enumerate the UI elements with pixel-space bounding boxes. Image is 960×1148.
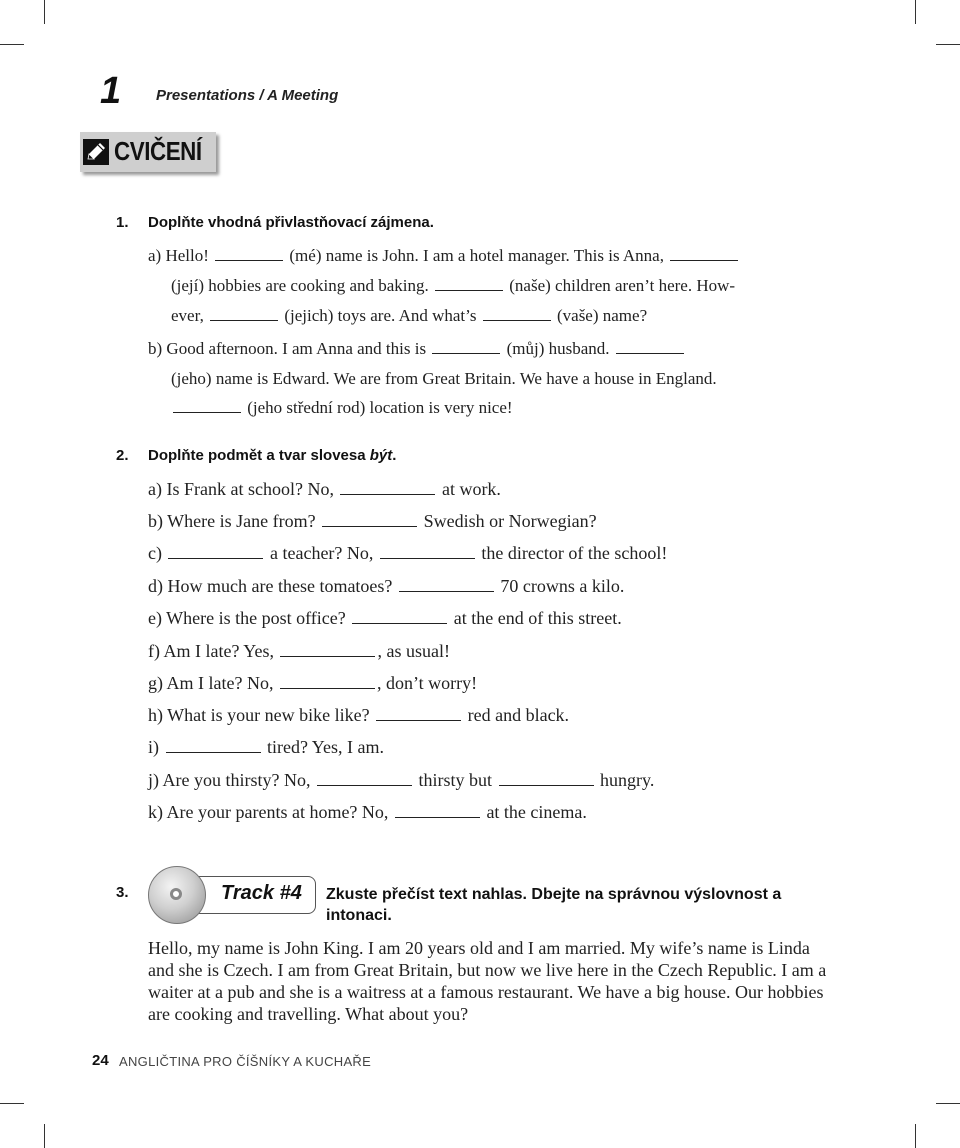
section-label: CVIČENÍ — [114, 136, 202, 166]
cd-hole — [170, 888, 182, 900]
exercise-3-number: 3. — [116, 884, 129, 901]
crop-mark — [915, 1124, 916, 1148]
answer-blank[interactable] — [340, 493, 435, 495]
answer-blank[interactable] — [210, 319, 278, 321]
exercise-3-heading: Zkuste přečíst text nahlas. Dbejte na správnou výslovnost a intonaci. — [326, 886, 782, 924]
exercise-2-item-e: e) Where is the post office? at the end of this street. — [148, 608, 622, 628]
answer-blank[interactable] — [317, 784, 412, 786]
answer-blank[interactable] — [322, 525, 417, 527]
answer-blank[interactable] — [616, 352, 684, 354]
answer-blank[interactable] — [483, 319, 551, 321]
pencil-icon — [83, 139, 109, 165]
exercise-1-line: b) Good afternoon. I am Anna and this is (můj) husband. — [148, 339, 686, 359]
exercise-1-heading: Doplňte vhodná přivlastňovací zájmena. — [148, 214, 434, 231]
track-label: Track #4 — [221, 882, 302, 904]
exercise-1-line: (jeho střední rod) location is very nice! — [171, 398, 513, 418]
crop-mark — [0, 1103, 24, 1104]
chapter-number: 1 — [100, 70, 120, 112]
exercise-2-heading: Doplňte podmět a tvar slovesa být. — [148, 447, 397, 464]
exercise-2-item-d: d) How much are these tomatoes? 70 crowns a kilo. — [148, 576, 625, 596]
answer-blank[interactable] — [380, 557, 475, 559]
exercise-2-item-i: i) tired? Yes, I am. — [148, 737, 384, 757]
answer-blank[interactable] — [280, 687, 375, 689]
answer-blank[interactable] — [395, 816, 480, 818]
exercise-2-item-f: f) Am I late? Yes, , as usual! — [148, 641, 450, 661]
answer-blank[interactable] — [166, 751, 261, 753]
book-title: ANGLIČTINA PRO ČÍŠNÍKY A KUCHAŘE — [119, 1054, 372, 1069]
exercise-2-item-b: b) Where is Jane from? Swedish or Norwegian? — [148, 511, 597, 531]
exercise-1-number: 1. — [116, 214, 129, 231]
exercise-1-line: (jeho) name is Edward. We are from Great Britain. We have a house in England. — [171, 369, 717, 388]
exercise-2-item-h: h) What is your new bike like? red and black. — [148, 705, 570, 725]
crop-mark — [936, 1103, 960, 1104]
exercise-2-item-j: j) Are you thirsty? No, thirsty but hungry. — [148, 770, 655, 790]
crop-mark — [44, 1124, 45, 1148]
exercise-1-line: a) Hello! (mé) name is John. I am a hotel manager. This is Anna, — [148, 246, 740, 266]
exercise-2-item-a: a) Is Frank at school? No, at work. — [148, 479, 501, 499]
crop-mark — [0, 44, 24, 45]
answer-blank[interactable] — [215, 259, 283, 261]
track-label-box[interactable] — [196, 876, 316, 914]
cd-icon[interactable] — [148, 866, 206, 924]
answer-blank[interactable] — [376, 719, 461, 721]
answer-blank[interactable] — [168, 557, 263, 559]
answer-blank[interactable] — [352, 622, 447, 624]
answer-blank[interactable] — [670, 259, 738, 261]
exercise-1-line: ever, (jejich) toys are. And what’s (vaše) name? — [171, 306, 648, 325]
exercise-2-item-c: c) a teacher? No, the director of the school! — [148, 543, 668, 563]
chapter-title: Presentations / A Meeting — [156, 87, 339, 104]
section-banner — [80, 132, 216, 172]
answer-blank[interactable] — [435, 289, 503, 291]
answer-blank[interactable] — [173, 411, 241, 413]
exercise-2-number: 2. — [116, 447, 129, 464]
page-number: 24 — [92, 1052, 109, 1069]
crop-mark — [936, 44, 960, 45]
exercise-1-line: (její) hobbies are cooking and baking. (naše) children aren’t here. How- — [171, 276, 736, 295]
exercise-2-item-g: g) Am I late? No, , don’t worry! — [148, 673, 478, 693]
answer-blank[interactable] — [280, 655, 375, 657]
exercise-3-paragraph: Hello, my name is John King. I am 20 years old and I am married. My wife’s name is Linda and she is Czech. I am from Great Britain, but now we live here in the Czech Republic. I am a waiter at a pub and she is a waitress at a famous restaurant. We have a big house. Our hobbies are cooking and travelling. What about you? — [148, 938, 827, 1024]
answer-blank[interactable] — [499, 784, 594, 786]
exercise-2-item-k: k) Are your parents at home? No, at the cinema. — [148, 802, 587, 822]
crop-mark — [915, 0, 916, 24]
answer-blank[interactable] — [432, 352, 500, 354]
answer-blank[interactable] — [399, 590, 494, 592]
crop-mark — [44, 0, 45, 24]
